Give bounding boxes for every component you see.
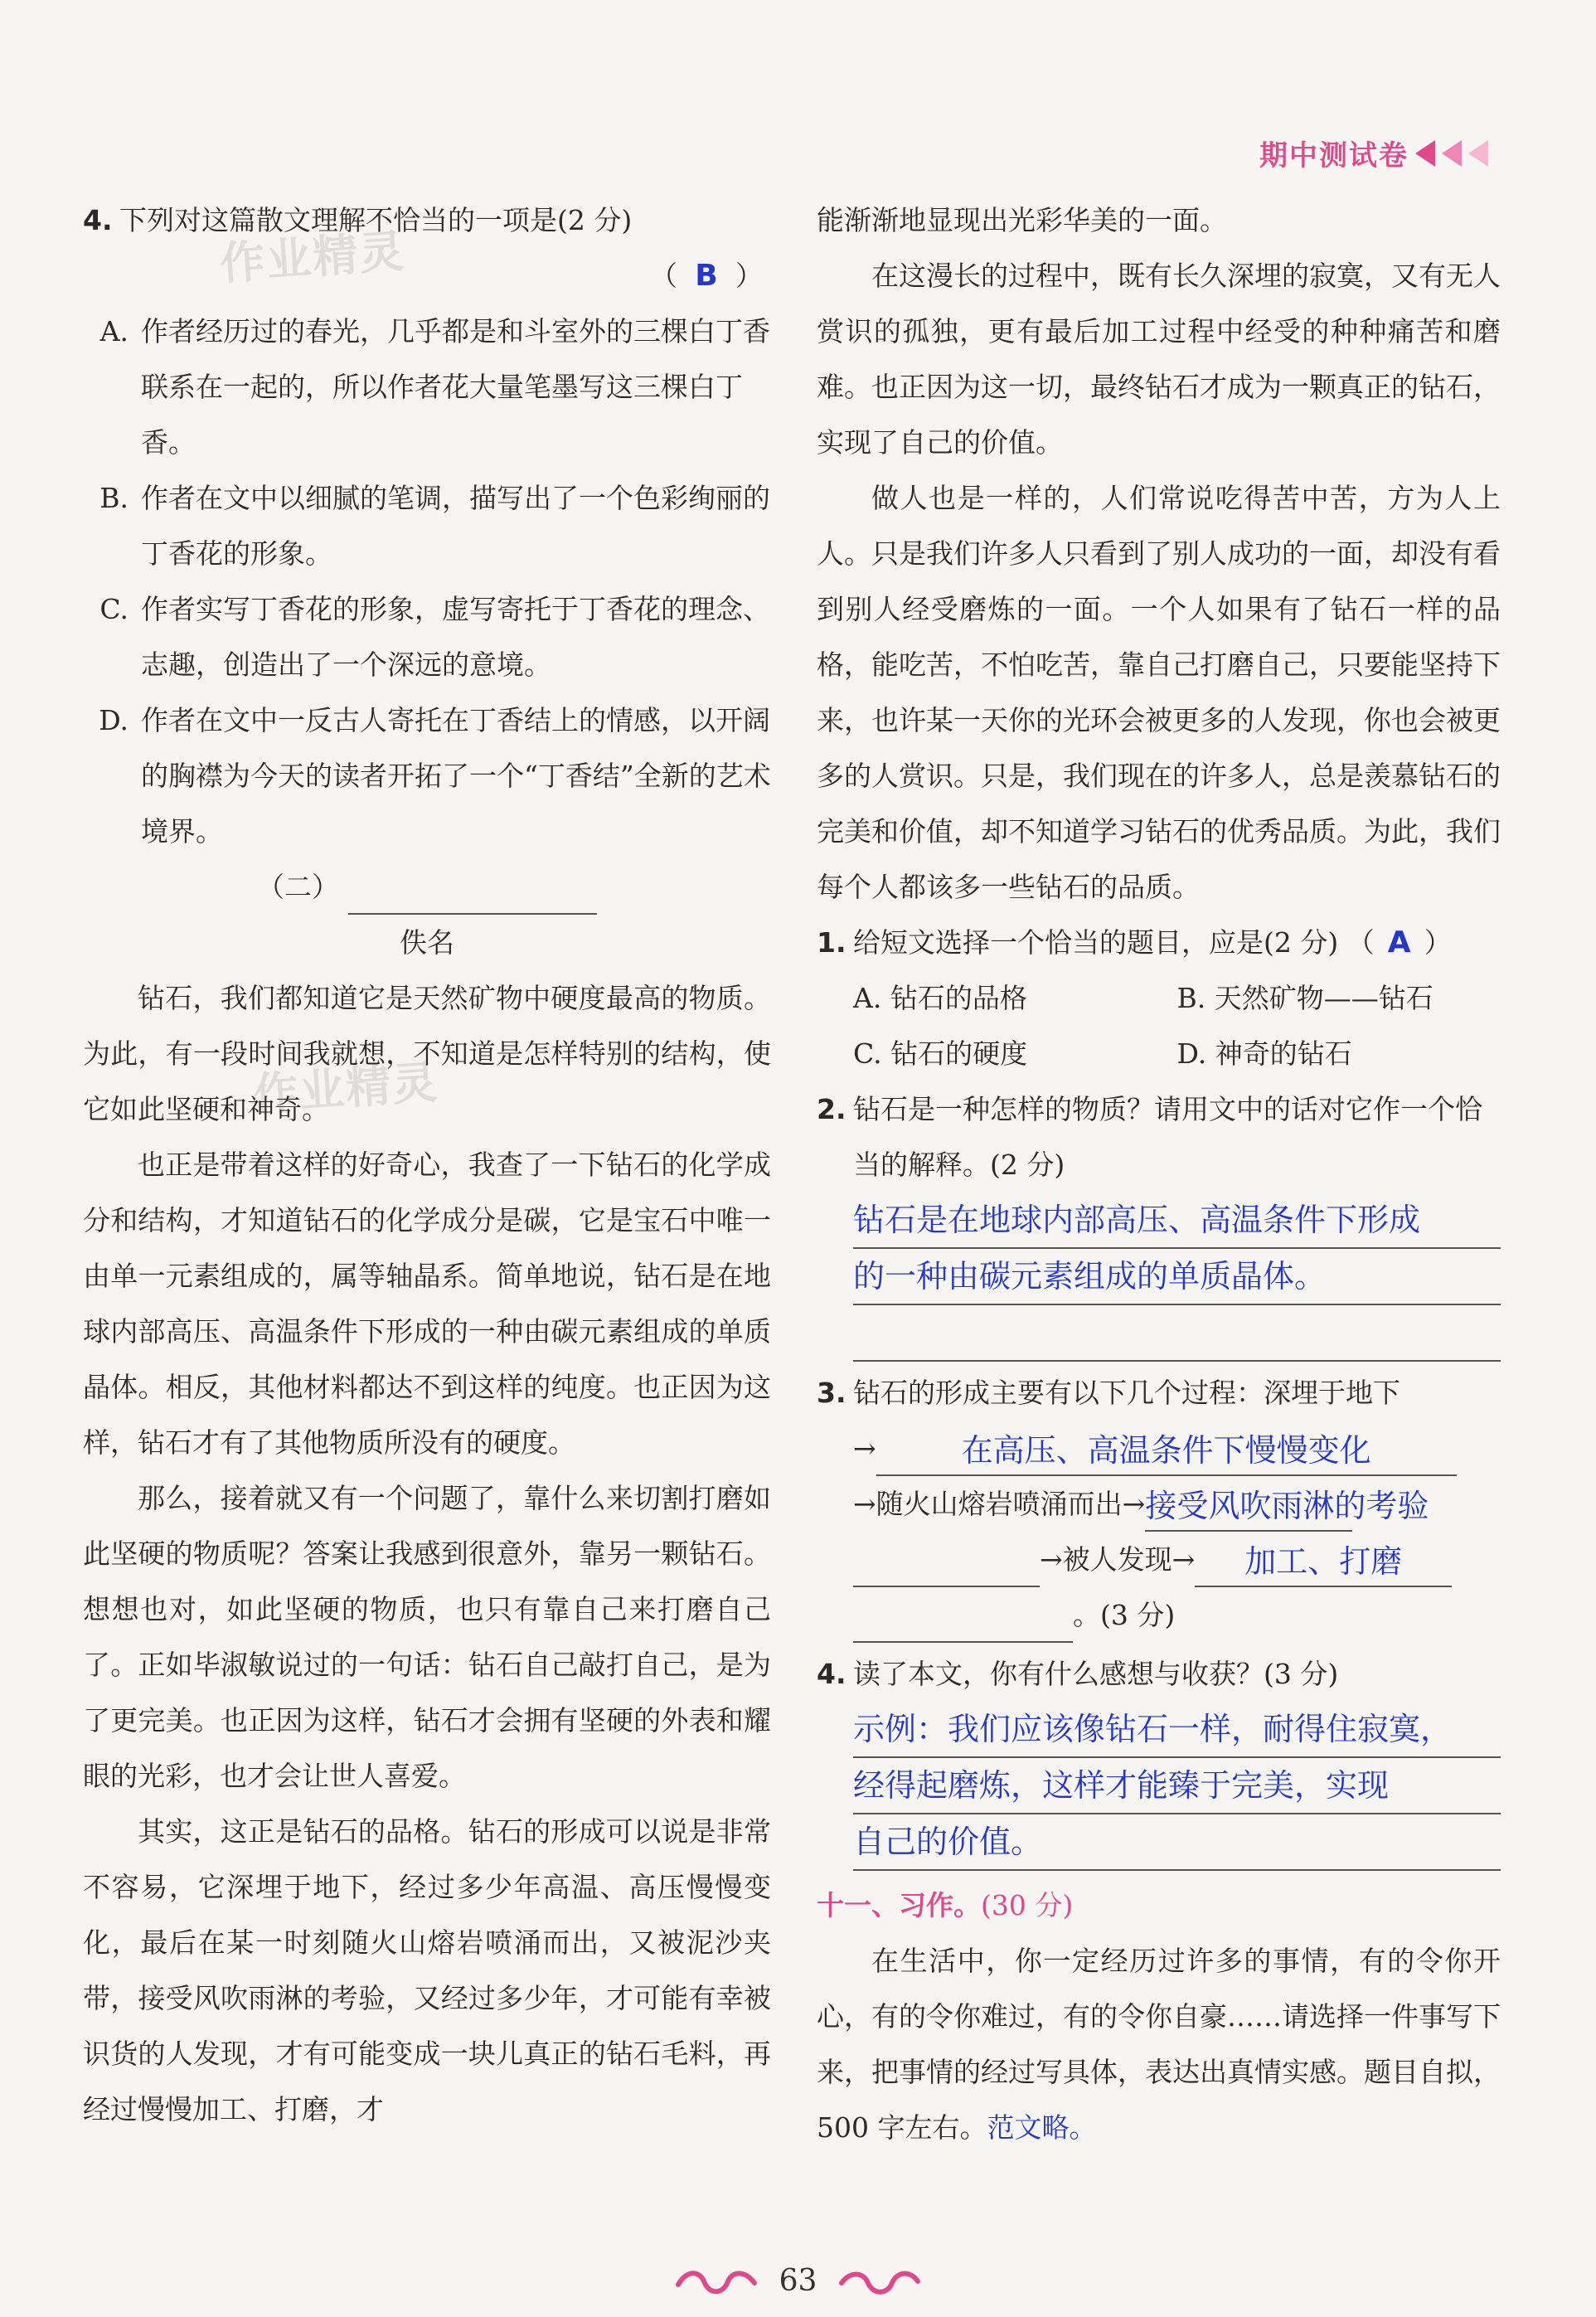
answer-choice: B: [695, 259, 718, 293]
option-label: D.: [99, 704, 129, 736]
arrow-icon: →: [1040, 1543, 1063, 1576]
swirl-ornament-icon: [838, 2266, 921, 2300]
q1-options-row-1: [817, 970, 1501, 1026]
section-2-title: [83, 859, 771, 915]
option-a: [853, 970, 1177, 1026]
answer-choice: A: [1387, 925, 1411, 959]
fill-blank: 加工、打磨: [1195, 1537, 1452, 1587]
option-d: [1177, 1026, 1501, 1081]
option-label: C.: [853, 1037, 882, 1070]
option-label: A.: [99, 315, 129, 347]
flow-step: 随火山熔岩喷涌而出: [876, 1488, 1123, 1520]
option-b: [83, 470, 771, 581]
option-label: B.: [99, 482, 129, 514]
option-text: 神奇的钻石: [1215, 1037, 1352, 1070]
arrow-icon: →: [1122, 1488, 1146, 1520]
arrow-icon: →: [1172, 1543, 1196, 1576]
option-d: [83, 692, 771, 859]
score-note: 。(3 分): [1073, 1599, 1176, 1631]
swirl-ornament-icon: [675, 2266, 758, 2300]
answer-line: 的一种由碳元素组成的单质晶体。: [853, 1249, 1501, 1305]
question-3: [817, 1365, 1501, 1421]
title-blank: [348, 870, 597, 915]
question-4-right: [817, 1646, 1501, 1702]
header-title: 期中测试卷: [1259, 139, 1409, 172]
option-text: 钻石的硬度: [890, 1037, 1028, 1070]
answer-line: 钻石是在地球内部高压、高温条件下形成: [853, 1193, 1501, 1249]
triangle-icon: [1468, 140, 1488, 167]
fill-blank-empty: [853, 1586, 1040, 1587]
question-4-left: [83, 192, 771, 248]
section-score: (30 分): [981, 1889, 1074, 1921]
section-heading: 十一、习作。: [817, 1889, 981, 1921]
triangle-icon: [1442, 140, 1462, 167]
option-text: 天然矿物——钻石: [1214, 982, 1433, 1014]
option-text: 作者经历过的春光，几乎都是和斗室外的三棵白丁香联系在一起的，所以作者花大量笔墨写这三棵白丁香。: [141, 315, 770, 459]
section-11-title: [817, 1877, 1501, 1933]
question-number: 4.: [83, 204, 113, 236]
option-text: 作者在文中以细腻的笔调，描写出了一个色彩绚丽的丁香花的形象。: [141, 482, 770, 570]
arrow-icon: →: [853, 1432, 876, 1465]
article-paragraph: 钻石，我们都知道它是天然矿物中硬度最高的物质。为此，有一段时间我就想，不知道是怎样特别的结构，使它如此坚硬和神奇。: [83, 982, 771, 1125]
option-label: B.: [1176, 982, 1206, 1014]
question-2: [817, 1081, 1501, 1193]
arrow-icon: →: [853, 1488, 876, 1520]
option-a: [83, 304, 771, 470]
q3-flow-row-3: [817, 1532, 1501, 1587]
flow-step: 被人发现: [1062, 1543, 1172, 1576]
q3-flow-row-4: [817, 1587, 1501, 1643]
question-1: 1. 给短文选择一个恰当的题目，应是(2 分) （ A ）: [817, 915, 1501, 970]
article-paragraph: 其实，这正是钻石的品格。钻石的形成可以说是非常不容易，它深埋于地下，经过多少年高温、高压慢慢变化，最后在某一时刻随火山熔岩喷涌而出，又被泥沙夹带，接受风吹雨淋的考验，又经过多少年，才可能有幸被识货的人发现，才有可能变成一块儿真正的钻石毛料，再经过慢慢加工、打磨，才: [83, 1815, 771, 2125]
article-paragraph: 在这漫长的过程中，既有长久深埋的寂寞，又有无人赏识的孤独，更有最后加工过程中经受的种种痛苦和磨难。也正因为这一切，最终钻石才成为一颗真正的钻石，实现了自己的价值。: [817, 260, 1501, 459]
answer-line: 经得起磨炼，这样才能臻于完美，实现: [853, 1758, 1501, 1814]
writing-prompt-text: 在生活中，你一定经历过许多的事情，有的令你开心，有的令你难过，有的令你自豪……请选择一件事写下来，把事情的经过写具体，表达出真情实感。题目自拟，500 字左右。: [817, 1945, 1501, 2144]
fill-blank: 在高压、高温条件下慢慢变化: [876, 1426, 1457, 1476]
fill-blank: 接受风吹雨淋的考验: [1145, 1482, 1352, 1532]
option-b: [1177, 970, 1501, 1026]
question-number: 1.: [817, 926, 847, 959]
page-header: [1259, 133, 1488, 173]
article-paragraph: 那么，接着就又有一个问题了，靠什么来切割打磨如此坚硬的物质呢？答案让我感到很意外，靠另一颗钻石。想想也对，如此坚硬的物质，也只有靠自己来打磨自己了。正如毕淑敏说过的一句话：钻石自己敲打自己，是为了更完美。也正因为这样，钻石才会拥有坚硬的外表和耀眼的光彩，也才会让世人喜爱。: [83, 1482, 771, 1792]
answer-bracket: （ B ）: [83, 248, 771, 304]
question-number: 2.: [817, 1093, 847, 1125]
article-paragraph: 也正是带着这样的好奇心，我查了一下钻石的化学成分和结构，才知道钻石的化学成分是碳，它是宝石中唯一由单一元素组成的，属等轴晶系。简单地说，钻石是在地球内部高压、高温条件下形成的一种由碳元素组成的单质晶体。相反，其他材料都达不到这样的纯度。也正因为这样，钻石才有了其他物质所没有的硬度。: [83, 1149, 771, 1459]
answer-line: 自己的价值。: [853, 1814, 1501, 1871]
article-paragraph: 做人也是一样的，人们常说吃得苦中苦，方为人上人。只是我们许多人只看到了别人成功的一面，却没有看到别人经受磨炼的一面。一个人如果有了钻石一样的品格，能吃苦，不怕吃苦，靠自己打磨自己，只要能坚持下来，也许某一天你的光环会被更多的人发现，你也会被更多的人赏识。只是，我们现在的许多人，总是羡慕钻石的完美和价值，却不知道学习钻石的优秀品质。为此，我们每个人都该多一些钻石的品质。: [817, 482, 1501, 903]
q3-flow-row-1: [817, 1421, 1501, 1476]
article-paragraph: 能渐渐地显现出光彩华美的一面。: [817, 204, 1227, 236]
watermark: 作业精灵: [251, 1056, 441, 1121]
right-column: [817, 192, 1501, 2155]
option-label: A.: [853, 982, 882, 1014]
answer-line: 示例：我们应该像钻石一样，耐得住寂寞，: [853, 1702, 1501, 1758]
question-stem: 给短文选择一个恰当的题目，应是(2 分): [853, 926, 1339, 959]
watermark: 作业精灵: [218, 225, 408, 290]
page-number: 63: [779, 2264, 817, 2298]
question-number: 4.: [817, 1658, 847, 1690]
q3-flow-row-2: [817, 1476, 1501, 1532]
option-c: [853, 1026, 1177, 1081]
page-footer: [0, 2264, 1596, 2300]
question-stem: 钻石的形成主要有以下几个过程：深埋于地下: [853, 1377, 1400, 1409]
option-text: 作者实写丁香花的形象，虚写寄托于丁香花的理念、志趣，创造出了一个深远的意境。: [141, 593, 770, 681]
option-text: 钻石的品格: [890, 982, 1027, 1014]
option-text: 作者在文中一反古人寄托在丁香结上的情感，以开阔的胸襟为今天的读者开拓了一个“丁香结”全新的艺术境界。: [141, 704, 771, 848]
question-stem: 钻石是一种怎样的物质？请用文中的话对它作一个恰当的解释。(2 分): [853, 1093, 1482, 1181]
triangle-icon: [1415, 140, 1435, 167]
option-c: [83, 581, 771, 692]
fill-blank-empty: [853, 1641, 1073, 1643]
section-number: （二）: [257, 871, 339, 903]
q1-options-row-2: [817, 1026, 1501, 1081]
question-number: 3.: [817, 1377, 847, 1409]
option-label: D.: [1176, 1037, 1207, 1070]
question-stem: 下列对这篇散文理解不恰当的一项是(2 分): [119, 204, 633, 236]
left-column: [83, 192, 771, 2137]
question-stem: 读了本文，你有什么感想与收获？(3 分): [853, 1658, 1339, 1690]
writing-answer: 范文略。: [987, 2111, 1097, 2144]
answer-line-empty: [853, 1305, 1501, 1362]
option-label: C.: [99, 593, 129, 625]
writing-prompt: [817, 1933, 1501, 2155]
article-author: 佚名: [400, 926, 454, 959]
